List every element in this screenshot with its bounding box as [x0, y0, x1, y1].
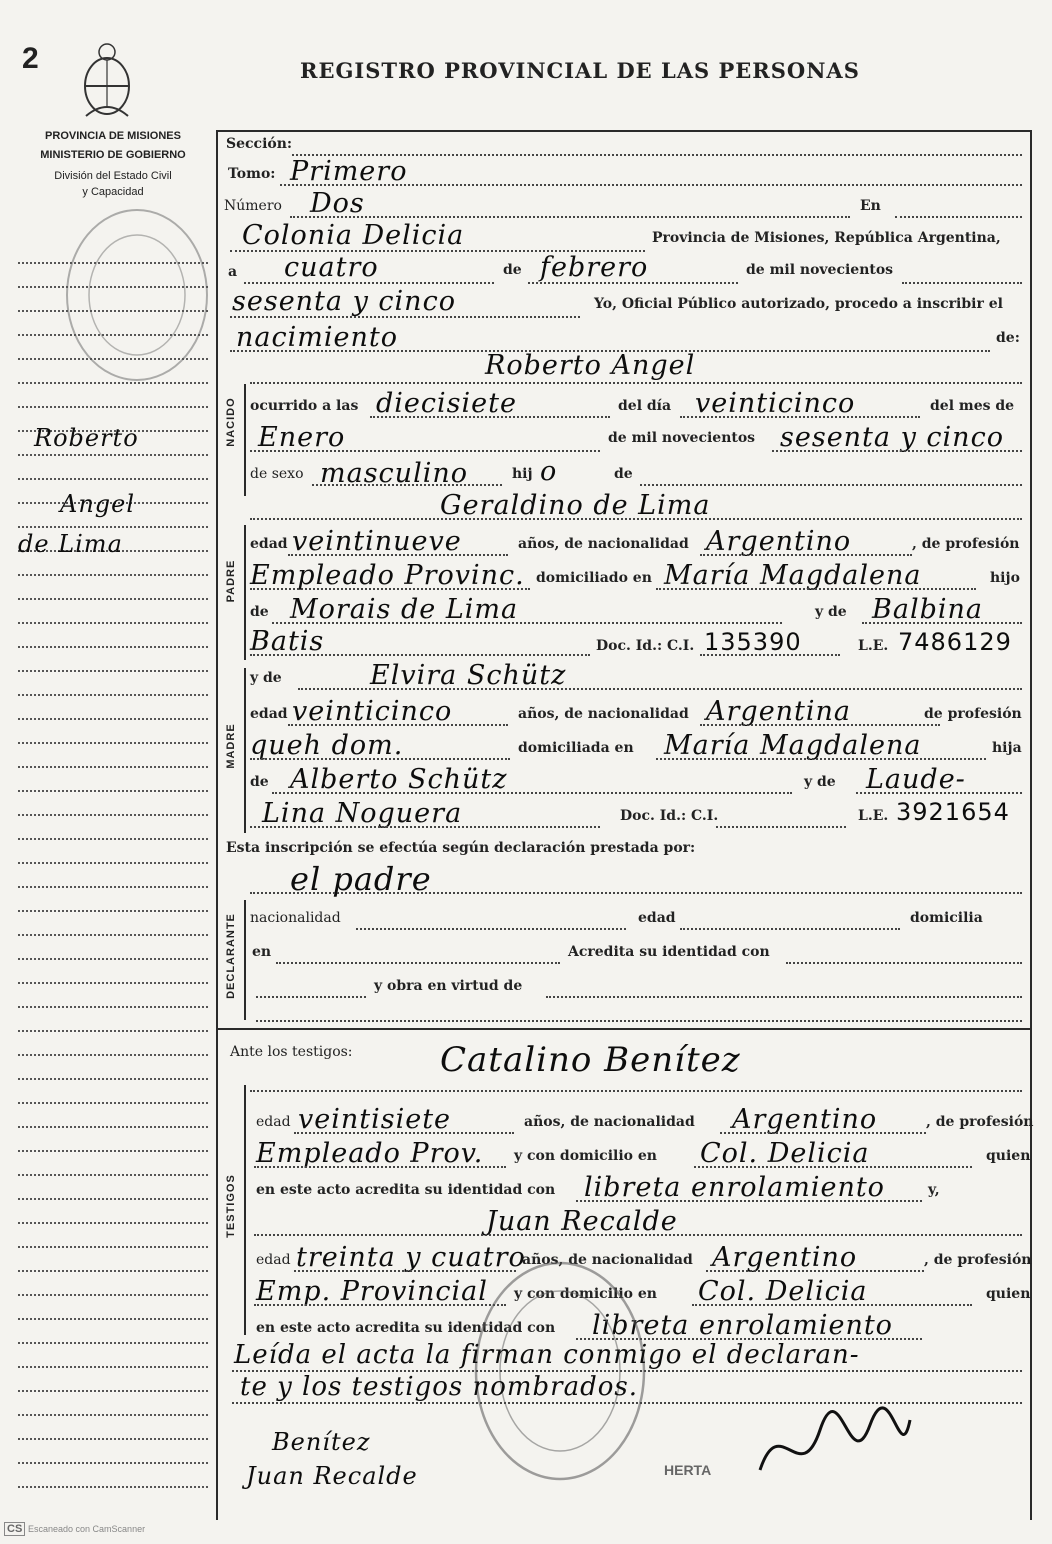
declarante-en-label: en	[252, 944, 272, 960]
madre-hija-label: hija	[992, 740, 1022, 756]
signature-benitez: Benítez	[272, 1428, 371, 1456]
w1-quien-label: quien	[986, 1148, 1031, 1164]
w2-prof-label: , de profesión	[924, 1252, 1032, 1268]
madre-dom-label: domiciliada en	[518, 740, 634, 756]
margin-note-2: Angel	[60, 490, 136, 518]
header-line-3: División del Estado Civil	[54, 170, 172, 182]
madre-prof-label: de profesión	[924, 706, 1022, 722]
tomo-label: Tomo:	[228, 166, 276, 182]
sexo-value: masculino	[320, 458, 468, 489]
scanner-text: Escaneado con CamScanner	[28, 1524, 146, 1534]
madre-doc-label: Doc. Id.: C.I.	[620, 808, 719, 824]
side-label-madre: MADRE	[225, 723, 237, 769]
madre-band	[244, 668, 246, 833]
madre-yde-label: y de	[250, 670, 282, 686]
padre-le-label: L.E.	[858, 638, 889, 654]
header-line-2: MINISTERIO DE GOBIERNO	[40, 149, 186, 161]
header-line-4: y Capacidad	[82, 186, 144, 198]
declarante-intro: Esta inscripción se efectúa según declaración prestada por:	[226, 840, 696, 856]
declarante-value: el padre	[290, 860, 432, 898]
madre-parent2a: Laude-	[866, 764, 966, 795]
margin-note-1: Roberto	[34, 424, 139, 452]
witness1-name: Catalino Benítez	[440, 1040, 741, 1080]
main-frame-right	[1030, 130, 1032, 1520]
separator-testigos	[216, 1028, 1032, 1030]
w1-edad-label: edad	[256, 1114, 291, 1130]
margin-note-3: de Lima	[18, 530, 123, 558]
nacido-year-prefix: de mil novecientos	[608, 430, 756, 446]
nacido-de-label: de	[614, 466, 633, 482]
tomo-value: Primero	[290, 156, 408, 187]
closing-line-1: Leída el acta la firman conmigo el declaran-	[234, 1340, 860, 1370]
father-name: Geraldino de Lima	[440, 490, 711, 521]
side-label-nacido: NACIDO	[225, 397, 237, 447]
padre-nac-value: Argentino	[706, 526, 852, 557]
padre-dom-value: María Magdalena	[664, 560, 922, 591]
place-value: Colonia Delicia	[242, 220, 465, 251]
declarante-acredita-label: Acredita su identidad con	[568, 944, 770, 960]
padre-yde-label: y de	[815, 604, 847, 620]
padre-band	[244, 525, 246, 660]
numero-label: Número	[224, 198, 282, 214]
declarante-dom-label: domicilia	[910, 910, 983, 926]
hij-value: o	[540, 456, 558, 487]
numero-value: Dos	[310, 188, 365, 219]
padre-dom-label: domiciliado en	[536, 570, 652, 586]
padre-hijo-label: hijo	[990, 570, 1020, 586]
w1-acredita-label: en este acto acredita su identidad con	[256, 1182, 556, 1198]
declarante-nac-label: nacionalidad	[250, 910, 341, 926]
madre-de-label: de	[250, 774, 269, 790]
madre-dom-value: María Magdalena	[664, 730, 922, 761]
padre-prof-value: Empleado Provinc.	[250, 560, 525, 591]
madre-le-value: 3921654	[896, 798, 1010, 826]
testigos-intro: Ante los testigos:	[230, 1044, 353, 1060]
padre-parent2b: Batis	[250, 626, 325, 657]
padre-prof-label: , de profesión	[912, 536, 1020, 552]
main-frame-left	[216, 130, 218, 1520]
w2-edad-value: treinta y cuatro	[296, 1242, 526, 1273]
padre-de-label: de	[250, 604, 269, 620]
w1-prof-value: Empleado Prov.	[256, 1138, 484, 1169]
w1-dom-label: y con domicilio en	[514, 1148, 657, 1164]
w1-nac-label: años, de nacionalidad	[524, 1114, 695, 1130]
madre-nac-label: años, de nacionalidad	[518, 706, 689, 722]
birth-hour-value: diecisiete	[376, 388, 517, 419]
scanner-icon: CS	[4, 1522, 25, 1536]
madre-edad-value: veinticinco	[292, 696, 453, 727]
w1-id-value: libreta enrolamiento	[584, 1172, 885, 1203]
side-label-declarante: DECLARANTE	[225, 913, 237, 999]
birth-day-value: cuatro	[284, 252, 379, 283]
w2-quien-label: quien	[986, 1286, 1031, 1302]
madre-edad-label: edad	[250, 706, 288, 722]
del-dia-label: del día	[618, 398, 672, 414]
en-label: En	[860, 198, 881, 214]
document-title: REGISTRO PROVINCIAL DE LAS PERSONAS	[300, 58, 860, 83]
w2-edad-label: edad	[256, 1252, 291, 1268]
main-frame-top	[216, 130, 1032, 132]
w2-acredita-label: en este acto acredita su identidad con	[256, 1320, 556, 1336]
side-label-padre: PADRE	[225, 559, 237, 603]
official-signature	[740, 1400, 920, 1490]
stamp-name: HERTA	[664, 1462, 712, 1478]
w2-nac-value: Argentino	[712, 1242, 858, 1273]
w1-y-label: y,	[928, 1182, 940, 1198]
padre-edad-value: veintinueve	[292, 526, 462, 557]
padre-ci-value: 135390	[704, 628, 802, 656]
header-line-1: PROVINCIA DE MISIONES	[45, 130, 181, 142]
sexo-label: de sexo	[250, 466, 304, 482]
province-text: Provincia de Misiones, República Argentina,	[652, 230, 1001, 246]
mother-name: Elvira Schütz	[370, 660, 567, 691]
w1-nac-value: Argentino	[732, 1104, 878, 1135]
del-mes-label: del mes de	[930, 398, 1015, 414]
testigos-band	[244, 1085, 246, 1335]
closing-line-2: te y los testigos nombrados.	[240, 1372, 639, 1402]
signature-recalde: Juan Recalde	[246, 1462, 418, 1490]
w1-edad-value: veintisiete	[298, 1104, 452, 1135]
w1-dom-value: Col. Delicia	[700, 1138, 870, 1169]
birth-daynum-value: veinticinco	[695, 388, 856, 419]
nacido-band	[244, 384, 246, 496]
child-name: Roberto Angel	[485, 350, 696, 381]
witness2-name: Juan Recalde	[486, 1206, 678, 1237]
nacido-year-value: sesenta y cinco	[780, 422, 1004, 453]
declarante-band	[244, 900, 246, 1020]
birth-month-value: febrero	[540, 252, 649, 283]
page-number: 2	[22, 42, 39, 75]
padre-nac-label: años, de nacionalidad	[518, 536, 689, 552]
seccion-label: Sección:	[226, 136, 293, 152]
padre-parent2a: Balbina	[872, 594, 983, 625]
act-value: nacimiento	[236, 322, 398, 353]
madre-yde2-label: y de	[804, 774, 836, 790]
hij-label: hij	[512, 466, 533, 482]
de-label: de	[503, 262, 522, 278]
padre-edad-label: edad	[250, 536, 288, 552]
ocurrido-label: ocurrido a las	[250, 398, 359, 414]
w2-id-value: libreta enrolamiento	[592, 1310, 893, 1341]
w1-prof-label: , de profesión	[926, 1114, 1034, 1130]
side-label-testigos: TESTIGOS	[225, 1174, 237, 1238]
w2-prof-value: Emp. Provincial	[256, 1276, 488, 1307]
padre-doc-label: Doc. Id.: C.I.	[596, 638, 695, 654]
birth-monthname-value: Enero	[258, 422, 346, 453]
madre-parent2b: Lina Noguera	[262, 798, 463, 829]
madre-prof-value: queh dom.	[250, 730, 404, 761]
yo-text: Yo, Oficial Público autorizado, procedo a inscribir el	[594, 296, 1003, 312]
declarante-obra-label: y obra en virtud de	[374, 978, 523, 994]
w2-dom-value: Col. Delicia	[698, 1276, 868, 1307]
padre-parent1: Morais de Lima	[290, 594, 519, 625]
coat-of-arms-icon	[76, 38, 138, 120]
padre-le-value: 7486129	[898, 628, 1012, 656]
de-colon-label: de:	[996, 330, 1020, 346]
declarante-edad-label: edad	[638, 910, 676, 926]
year-value: sesenta y cinco	[232, 286, 456, 317]
madre-parent1: Alberto Schütz	[290, 764, 508, 795]
w2-dom-label: y con domicilio en	[514, 1286, 657, 1302]
a-label: a	[228, 264, 238, 280]
madre-nac-value: Argentina	[706, 696, 852, 727]
year-prefix: de mil novecientos	[746, 262, 894, 278]
madre-le-label: L.E.	[858, 808, 889, 824]
w2-nac-label: años, de nacionalidad	[522, 1252, 693, 1268]
